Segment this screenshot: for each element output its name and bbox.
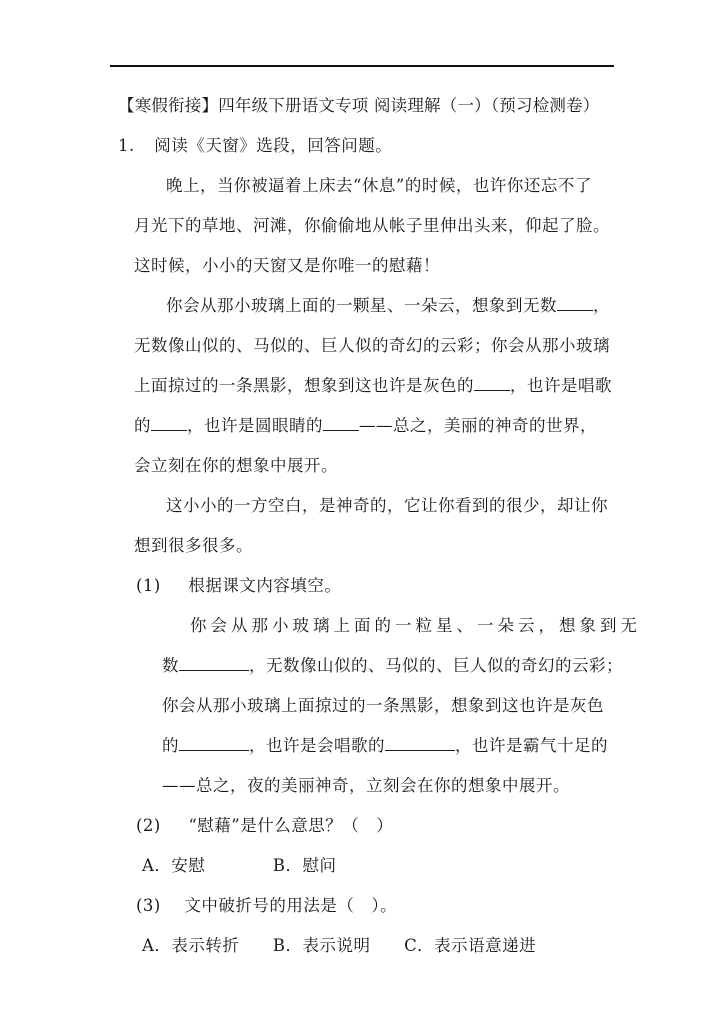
passage-line: 你会从那小玻璃上面的一颗星、一朵云，想象到无数 ， xyxy=(166,296,610,315)
question-number: 1. xyxy=(118,136,135,155)
fill-line: ——总之，夜的美丽神奇，立刻会在你的想象中展开。 xyxy=(162,776,570,795)
blank xyxy=(557,296,593,311)
sub-question-prompt: 文中破折号的用法是（ ）。 xyxy=(184,896,398,915)
sub-question-number: (1) xyxy=(136,576,161,595)
passage-line: 晚上，当你被逼着上床去“休息”的时候，也许你还忘不了 xyxy=(166,176,592,195)
passage-line: 无数像山似的、马似的、巨人似的奇幻的云彩；你会从那小玻璃 xyxy=(134,336,610,355)
option-c[interactable]: C．表示语意递进 xyxy=(404,936,537,955)
passage-line: 这小小的一方空白，是神奇的，它让你看到的很少，却让你 xyxy=(166,496,608,515)
passage-line: 会立刻在你的想象中展开。 xyxy=(134,456,338,475)
sub-question-number: (2) xyxy=(136,816,161,835)
question-1 xyxy=(118,136,392,156)
passage-line: 的 ，也许是圆眼睛的 ——总之，美丽的神奇的世界， xyxy=(134,416,597,435)
header-rule xyxy=(110,65,614,67)
sub-question-prompt: “慰藉”是什么意思？（ ） xyxy=(188,816,394,835)
sub-question-prompt: 根据课文内容填空。 xyxy=(188,576,342,595)
option-b[interactable]: B．慰问 xyxy=(272,856,337,875)
option-a[interactable]: A．安慰 xyxy=(142,856,206,875)
sub-question-2 xyxy=(136,816,393,836)
options-row xyxy=(142,856,337,876)
options-row xyxy=(142,936,536,956)
fill-line: 的 ，也许是会唱歌的 ，也许是霸气十足的 xyxy=(162,736,608,755)
sub-question-1 xyxy=(136,576,341,596)
passage-line: 上面掠过的一条黑影，想象到这也许是灰色的 ，也许是唱歌 xyxy=(134,376,612,395)
answer-blank[interactable] xyxy=(179,656,249,671)
sub-question-number: (3) xyxy=(136,896,161,915)
answer-blank[interactable] xyxy=(385,736,455,751)
document-title: 【寒假衔接】四年级下册语文专项 阅读理解（一）（预习检测卷） xyxy=(118,96,600,115)
sub-question-3 xyxy=(136,896,397,916)
answer-blank[interactable] xyxy=(179,736,249,751)
blank xyxy=(474,376,510,391)
fill-line: 你会从那小玻璃上面掠过的一条黑影，想象到这也许是灰色 xyxy=(162,696,604,715)
passage-line: 这时候，小小的天窗又是你唯一的慰藉！ xyxy=(134,256,440,275)
blank xyxy=(323,416,359,431)
passage-line: 想到很多很多。 xyxy=(134,536,253,555)
fill-line: 数 ，无数像山似的、马似的、巨人似的奇幻的云彩； xyxy=(162,656,623,675)
option-a[interactable]: A．表示转折 xyxy=(142,936,240,955)
question-prompt: 阅读《天窗》选段，回答问题。 xyxy=(154,136,393,155)
option-b[interactable]: B．表示说明 xyxy=(272,936,371,955)
fill-line: 你会从那小玻璃上面的一粒星、一朵云，想象到无 xyxy=(190,616,641,635)
blank xyxy=(151,416,187,431)
passage-line: 月光下的草地、河滩，你偷偷地从帐子里伸出头来，仰起了脸。 xyxy=(134,216,610,235)
